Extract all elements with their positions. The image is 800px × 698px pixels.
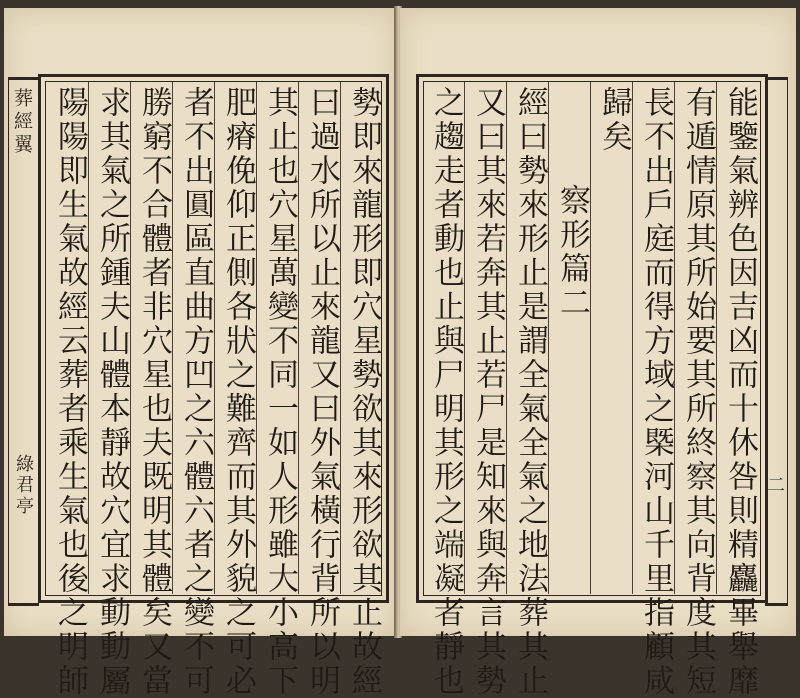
left-column-6: 勝窮不合體者非穴星也夫既明其體矣又當	[136, 86, 172, 698]
right-column-4: 歸矣	[596, 86, 632, 154]
column-rule	[590, 82, 591, 594]
right-column-8: 之趨走者動也止與尸明其形之端凝者靜也	[428, 86, 464, 698]
left-column-3: 其止也穴星萬變不同一如人形雖大小高下	[262, 86, 298, 698]
right-column-2: 有遁情原其所始要其所終察其向背度其短	[680, 86, 716, 698]
right-column-6: 經曰勢來形止是謂全氣全氣之地法葬其止	[512, 86, 548, 698]
column-rule	[632, 82, 633, 594]
right-column-1: 能鑒氣辨色因吉凶而十休咎則精麤畢舉靡	[722, 86, 758, 698]
chapter-heading: 察形篇二	[554, 184, 590, 320]
right-margin-strip	[765, 77, 788, 606]
left-page	[4, 8, 396, 698]
left-column-2: 曰過水所以止來龍又曰外氣橫行背所以明	[304, 86, 340, 698]
book-side-title: 葬經翼	[11, 88, 33, 157]
left-column-4: 肥瘠俛仰正側各狀之難齊而其外貌之可必	[220, 86, 256, 698]
right-column-7: 又曰其來若奔其止若尸是知來與奔言其勢	[470, 86, 506, 698]
left-column-5: 者不出圓區直曲方凹之六體六者之變不可	[178, 86, 214, 698]
publisher-mark: 綠君亭	[13, 454, 34, 517]
right-column-3: 長不出戶庭而得方域之槩河山千里指顧咸	[638, 86, 674, 698]
page-number: 二	[764, 475, 785, 493]
left-column-7: 求其氣之所鍾夫山體本靜故穴宜求動動屬	[94, 86, 130, 698]
left-column-1: 勢即來龍形即穴星勢欲其來形欲其止故經	[346, 86, 382, 698]
right-page	[400, 8, 796, 698]
left-column-8: 陽陽即生氣故經云葬者乘生氣也後之明師	[52, 86, 88, 698]
